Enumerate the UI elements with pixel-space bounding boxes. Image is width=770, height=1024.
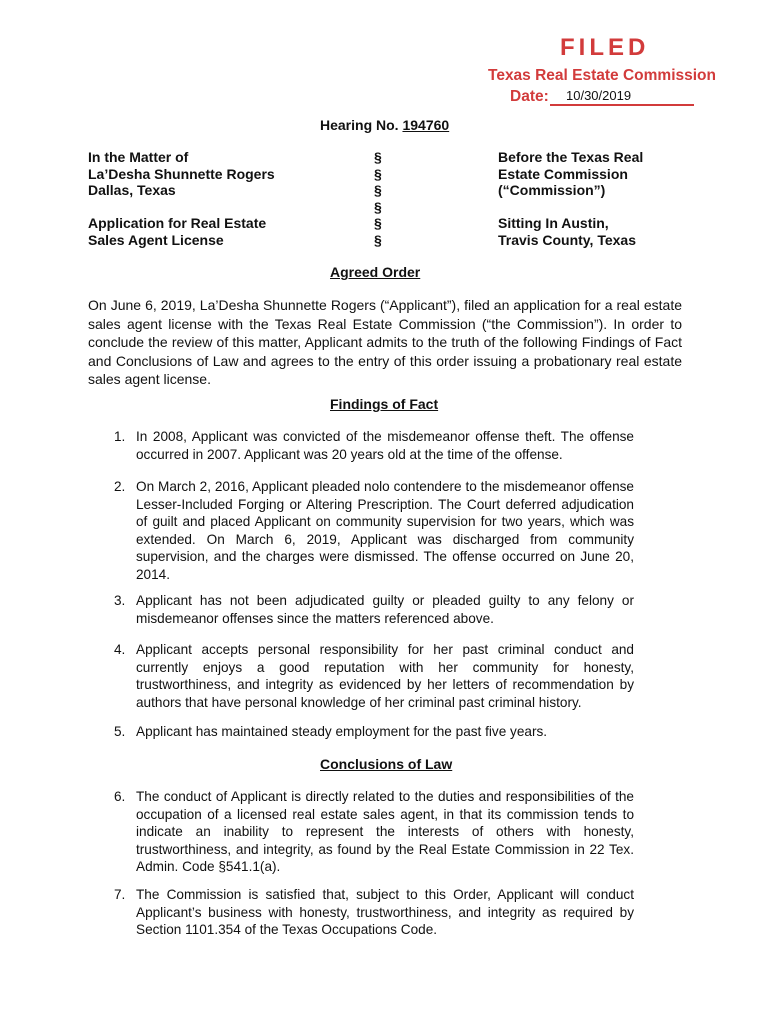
caption-left-line: In the Matter of [88,149,189,165]
caption-left [88,149,275,248]
hearing-number [320,117,449,133]
finding-item [88,641,634,711]
caption-left-line: Application for Real Estate [88,215,267,231]
findings-heading: Findings of Fact [330,396,439,412]
caption-left-line: Dallas, Texas [88,182,176,198]
item-number: 4. [114,642,126,657]
item-number: 5. [114,724,126,739]
item-text: On March 2, 2016, Applicant pleaded nolo contendere to the misdemeanor offense Lesser-Included Forging or Altering Prescription. The Court deferred adjudication of guilt and placed Applicant on community supervision for two years, which was extended. On March 6, 2019, Applicant was discharged from community supervision, and the charges were dismissed. The offense occurred on June 20, 2014. [136,479,634,582]
finding-item [88,723,634,741]
caption-right-line [498,199,643,216]
stamp-date-label: Date: [510,88,549,105]
hearing-label: Hearing No. [320,117,399,133]
section-mark: § [374,198,382,215]
section-mark: § [374,165,382,182]
conclusion-item [88,788,634,876]
stamp-commission-text: Texas Real Estate Commission [488,67,716,84]
finding-item [88,428,634,463]
item-number: 6. [114,789,126,804]
item-text: Applicant accepts personal responsibility for her past criminal conduct and currently enjoys a good reputation with her community for honesty, trustworthiness, and integrity as evidenced by her letters of recommendation by authors that have personal knowledge of her criminal past criminal history. [136,642,634,710]
caption-right-line: Sitting In Austin, [498,215,609,231]
item-number: 2. [114,479,126,494]
stamp-date-value: 10/30/2019 [566,88,632,103]
conclusions-heading: Conclusions of Law [320,756,453,772]
item-number: 7. [114,887,126,902]
caption-right-line: Before the Texas Real [498,149,644,165]
section-mark: § [374,149,382,165]
hearing-number-value: 194760 [402,117,450,133]
caption-right-line: Travis County, Texas [498,231,636,248]
agreed-order-heading: Agreed Order [330,264,421,280]
caption-right [498,149,643,248]
item-text: Applicant has maintained steady employment for the past five years. [136,724,548,739]
stamp-date-line [550,104,694,106]
item-number: 1. [114,429,126,444]
caption-left-line [88,199,275,216]
caption-right-line: Estate Commission [498,165,628,182]
item-number: 3. [114,593,126,608]
item-text: In 2008, Applicant was convicted of the misdemeanor offense theft. The offense occurred in 2007. Applicant was 20 years old at the time of the offense. [136,429,634,462]
section-mark: § [374,215,382,231]
section-mark: § [374,182,382,198]
agreed-order-paragraph: On June 6, 2019, La’Desha Shunnette Rogers (“Applicant”), filed an application for a real estate sales agent license with the Texas Real Estate Commission (“the Commission”). In order to conclude the review of this matter, Applicant admits to the truth of the following Findings of Fact and Conclusions of Law and agrees to the entry of this order issuing a probationary real estate sales agent license. [88,297,682,388]
finding-item [88,592,634,627]
section-mark: § [374,231,382,248]
stamp-filed-text: FILED [560,34,650,61]
caption-left-line: Sales Agent License [88,231,224,248]
finding-item [88,478,634,584]
caption-left-line: La’Desha Shunnette Rogers [88,165,275,182]
conclusion-item [88,886,634,939]
caption-section-marks [374,149,382,248]
item-text: The Commission is satisfied that, subject to this Order, Applicant will conduct Applicant’s business with honesty, trustworthiness, and integrity as required by Section 1101.354 of the Texas Occupations Code. [136,887,634,938]
item-text: The conduct of Applicant is directly related to the duties and responsibilities of the occupation of a licensed real estate sales agent, in that its commission tends to indicate an inability to represent the interests of others with honesty, trustworthiness, and integrity, as found by the Real Estate Commission in 22 Tex. Admin. Code §541.1(a). [136,789,634,875]
item-text: Applicant has not been adjudicated guilty or pleaded guilty to any felony or misdemeanor offenses since the matters referenced above. [136,593,634,626]
caption-right-line: (“Commission”) [498,182,606,198]
